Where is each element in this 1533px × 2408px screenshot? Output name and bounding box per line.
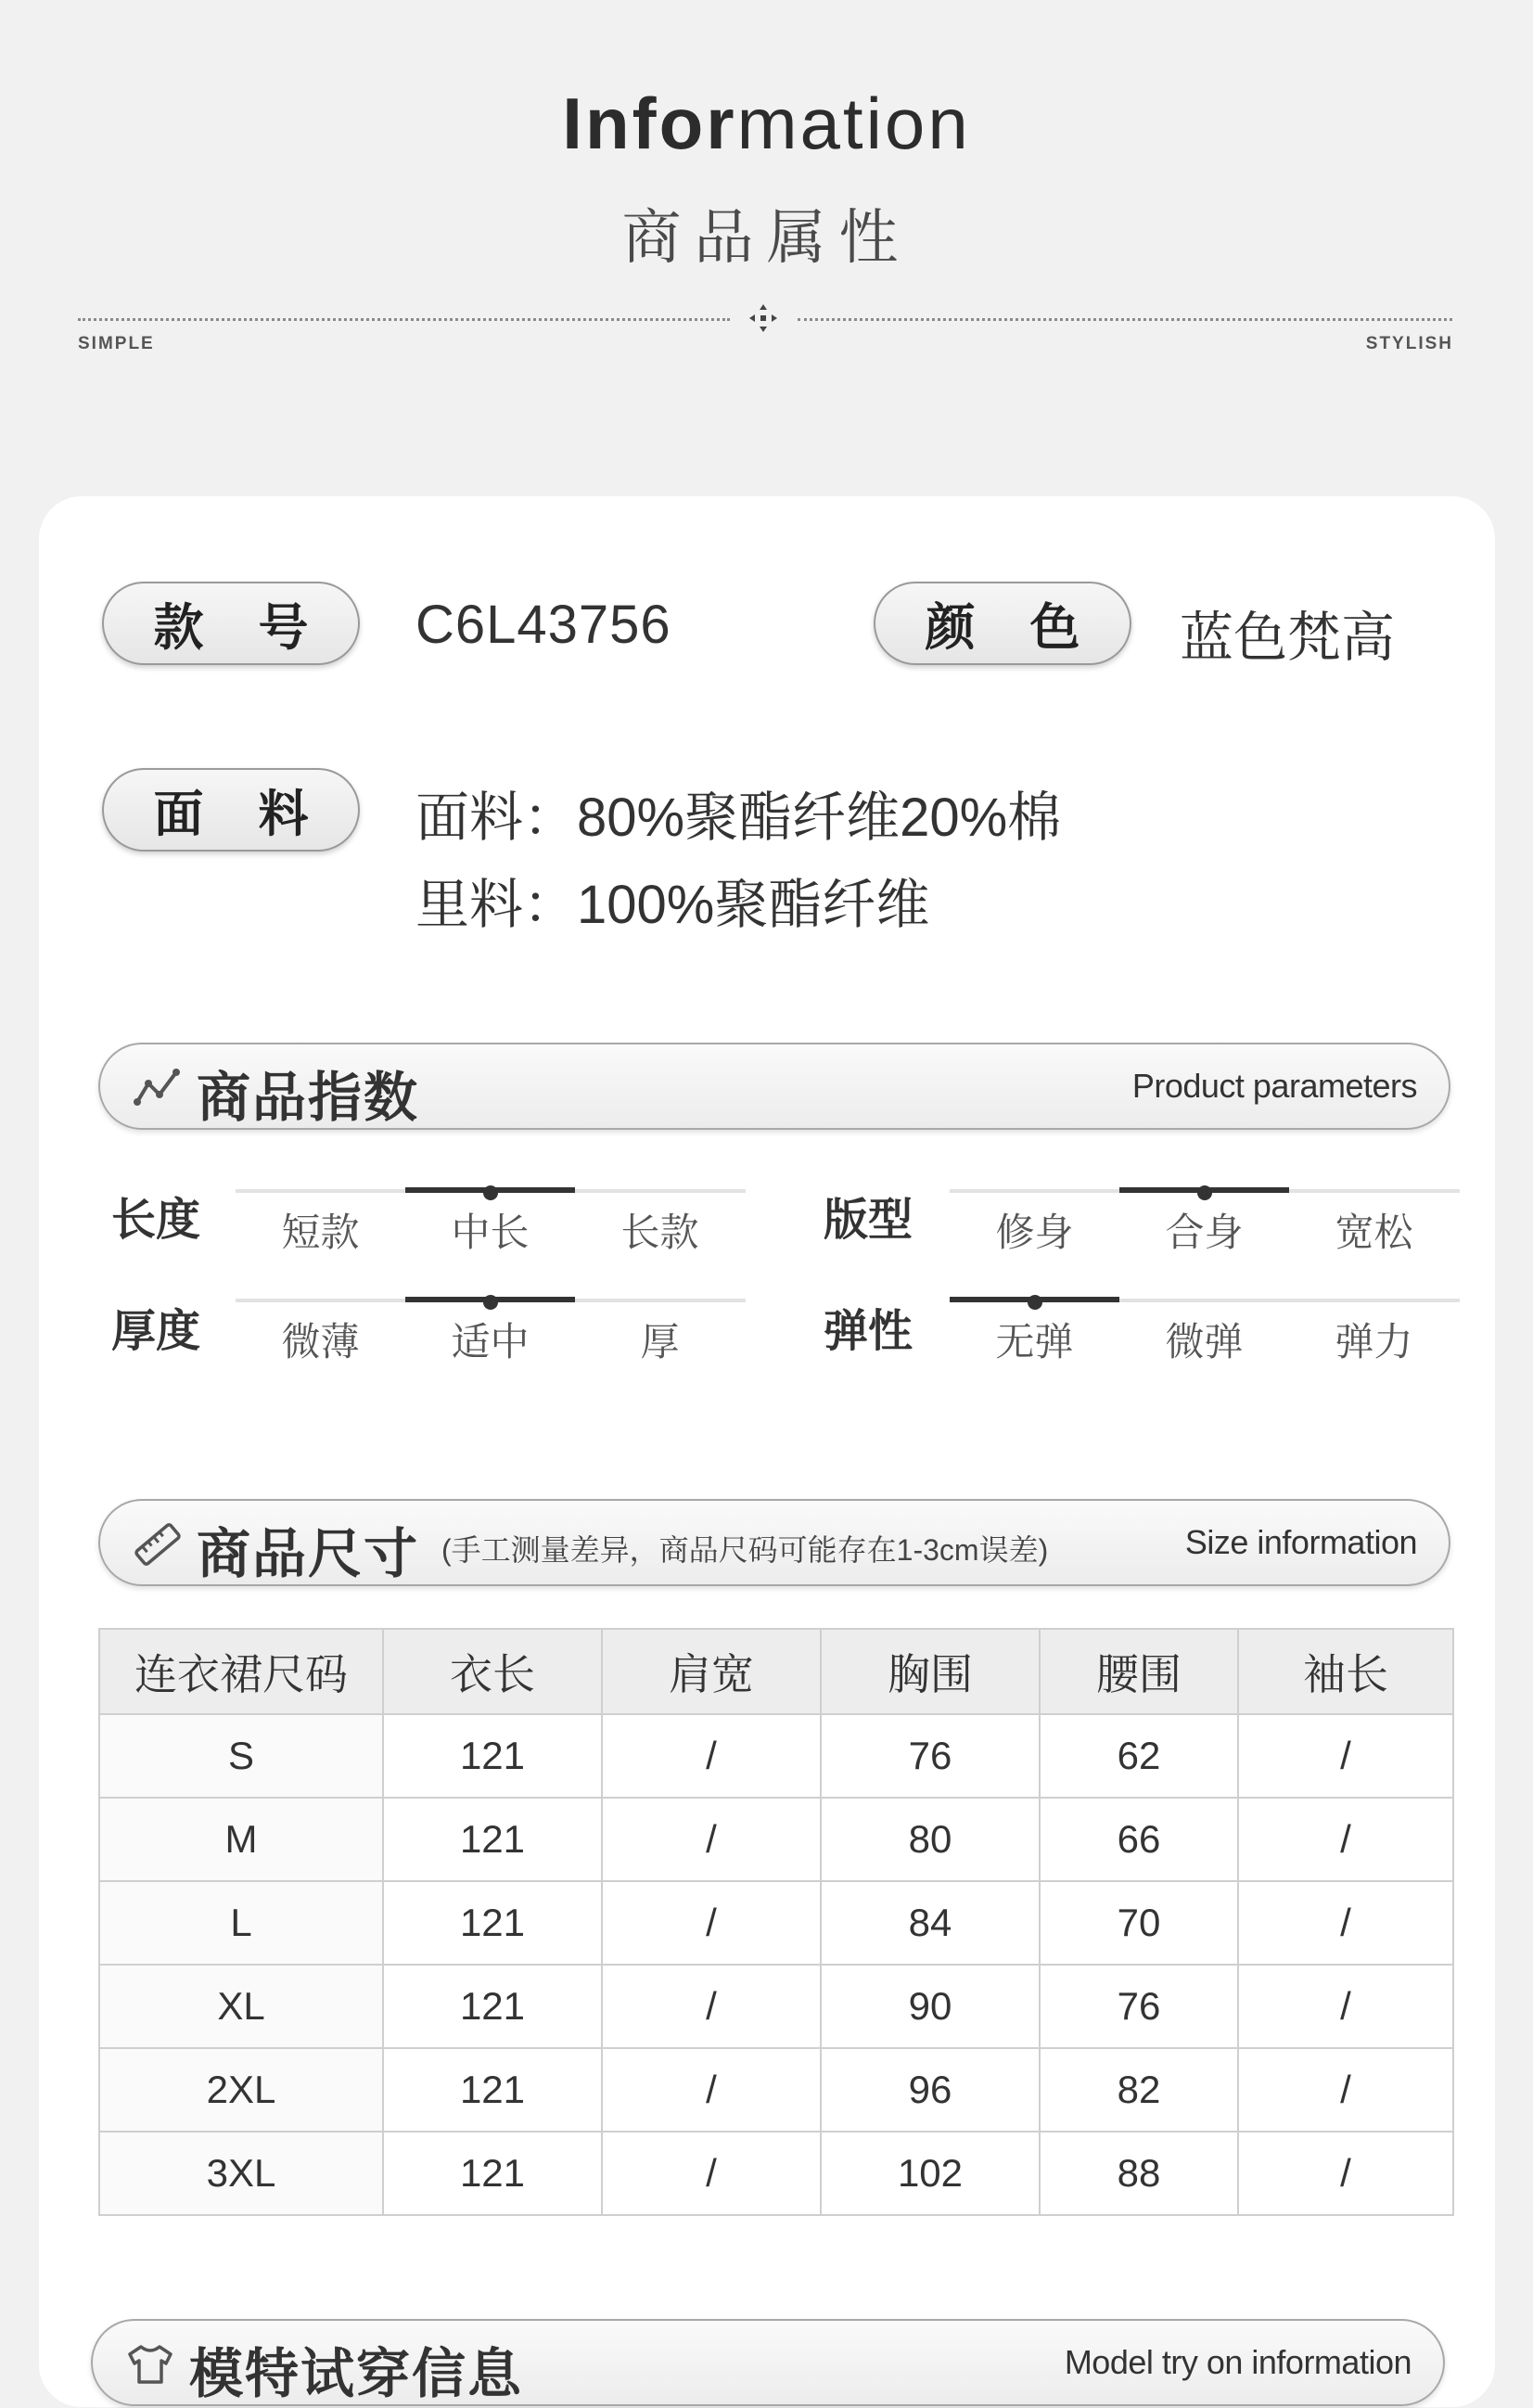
- measure-cell: /: [1238, 2132, 1453, 2215]
- scale-thickness: [236, 1299, 746, 1382]
- scale-selected-dot: [483, 1295, 498, 1310]
- compass-deco-icon: [747, 302, 779, 334]
- scale-option: 短款: [281, 1210, 360, 1254]
- measure-cell: 76: [1040, 1965, 1238, 2048]
- size-table-header: [99, 1629, 1453, 1714]
- params-subtitle-en: Product parameters: [1131, 1067, 1417, 1105]
- size-title: 商品尺寸: [197, 1524, 420, 1584]
- measure-cell: 80: [821, 1798, 1040, 1881]
- corner-label-right: STYLISH: [1365, 334, 1453, 353]
- scale-selected-dot: [1028, 1295, 1042, 1310]
- table-row: [99, 1714, 1453, 1798]
- measure-cell: 66: [1040, 1798, 1238, 1881]
- measure-cell: 90: [821, 1965, 1040, 2048]
- size-cell: 2XL: [99, 2048, 383, 2132]
- measure-cell: 121: [383, 1965, 602, 2048]
- scale-option: 中长: [451, 1210, 530, 1254]
- size-table: [98, 1628, 1454, 2216]
- divider-left: [78, 318, 730, 321]
- measure-cell: /: [1238, 1714, 1453, 1798]
- measure-cell: 121: [383, 2048, 602, 2132]
- scale-label-fit: 版型: [824, 1196, 913, 1245]
- table-row: [99, 1798, 1453, 1881]
- scale-option: 宽松: [1335, 1210, 1413, 1254]
- measure-cell: 62: [1040, 1714, 1238, 1798]
- fabric-pill: 面 料: [102, 768, 360, 852]
- fabric-line-1: 面料：80%聚酯纤维20%棉: [415, 788, 1062, 848]
- measure-cell: 96: [821, 2048, 1040, 2132]
- color-pill: 颜 色: [874, 582, 1131, 665]
- size-subtitle-en: Size information: [1184, 1523, 1417, 1561]
- measure-cell: 121: [383, 1714, 602, 1798]
- scale-label-elasticity: 弹性: [824, 1307, 913, 1356]
- size-cell: XL: [99, 1965, 383, 2048]
- size-section-bar: [98, 1499, 1450, 1586]
- scale-length: [236, 1189, 746, 1273]
- scale-option: 微薄: [281, 1320, 360, 1364]
- measure-cell: 82: [1040, 2048, 1238, 2132]
- scale-option: 弹力: [1335, 1320, 1413, 1364]
- measure-cell: /: [602, 1965, 821, 2048]
- scale-elasticity: [950, 1299, 1460, 1382]
- table-row: [99, 2132, 1453, 2215]
- column-header: 连衣裙尺码: [99, 1629, 383, 1714]
- measure-cell: /: [1238, 2048, 1453, 2132]
- params-section-bar: [98, 1043, 1450, 1130]
- model-section-bar: [91, 2319, 1445, 2406]
- scale-option: 修身: [995, 1210, 1074, 1254]
- size-note: (手工测量差异，商品尺码可能存在1-3cm误差): [441, 1533, 1049, 1567]
- params-title: 商品指数: [197, 1068, 420, 1128]
- title-bold: Infor: [562, 83, 737, 164]
- measure-cell: /: [602, 1881, 821, 1965]
- title-light: mation: [736, 83, 971, 164]
- scale-label-thickness: 厚度: [111, 1307, 201, 1356]
- measure-cell: 70: [1040, 1881, 1238, 1965]
- model-no-pill: 款 号: [102, 582, 360, 665]
- scale-option: 微弹: [1165, 1320, 1244, 1364]
- scale-selected-dot: [1197, 1185, 1212, 1200]
- table-row: [99, 1965, 1453, 2048]
- column-header: 衣长: [383, 1629, 602, 1714]
- tshirt-icon: [126, 2343, 174, 2386]
- measure-cell: /: [1238, 1798, 1453, 1881]
- size-cell: 3XL: [99, 2132, 383, 2215]
- column-header: 肩宽: [602, 1629, 821, 1714]
- measure-cell: /: [1238, 1965, 1453, 2048]
- scale-selected-dot: [483, 1185, 498, 1200]
- table-row: [99, 2048, 1453, 2132]
- line-chart-icon: [134, 1067, 182, 1109]
- measure-cell: /: [1238, 1881, 1453, 1965]
- column-header: 袖长: [1238, 1629, 1453, 1714]
- scale-option: 适中: [451, 1320, 530, 1364]
- measure-cell: /: [602, 2132, 821, 2215]
- color-value: 蓝色梵高: [1180, 608, 1396, 668]
- measure-cell: 76: [821, 1714, 1040, 1798]
- measure-cell: 121: [383, 2132, 602, 2215]
- model-subtitle-en: Model try on information: [1064, 2343, 1412, 2381]
- divider-right: [798, 318, 1452, 321]
- measure-cell: /: [602, 1798, 821, 1881]
- size-cell: M: [99, 1798, 383, 1881]
- measure-cell: 102: [821, 2132, 1040, 2215]
- model-title: 模特试穿信息: [189, 2344, 524, 2404]
- measure-cell: 84: [821, 1881, 1040, 1965]
- column-header: 腰围: [1040, 1629, 1238, 1714]
- measure-cell: /: [602, 2048, 821, 2132]
- table-row: [99, 1881, 1453, 1965]
- measure-cell: 121: [383, 1881, 602, 1965]
- size-cell: L: [99, 1881, 383, 1965]
- scale-option: 合身: [1165, 1210, 1244, 1254]
- scale-label-length: 长度: [111, 1196, 201, 1245]
- measure-cell: /: [602, 1714, 821, 1798]
- scale-fit: [950, 1189, 1460, 1273]
- measure-cell: 88: [1040, 2132, 1238, 2215]
- scale-option: 长款: [620, 1210, 699, 1254]
- corner-label-left: SIMPLE: [78, 334, 155, 353]
- model-no-value: C6L43756: [415, 595, 671, 655]
- scale-option: 厚: [640, 1320, 680, 1364]
- ruler-icon: [134, 1523, 182, 1566]
- size-cell: S: [99, 1714, 383, 1798]
- scale-option: 无弹: [995, 1320, 1074, 1364]
- column-header: 胸围: [821, 1629, 1040, 1714]
- page-title: [0, 82, 1533, 166]
- measure-cell: 121: [383, 1798, 602, 1881]
- page-subtitle: 商品属性: [621, 204, 912, 271]
- fabric-line-2: 里料：100%聚酯纤维: [415, 875, 930, 935]
